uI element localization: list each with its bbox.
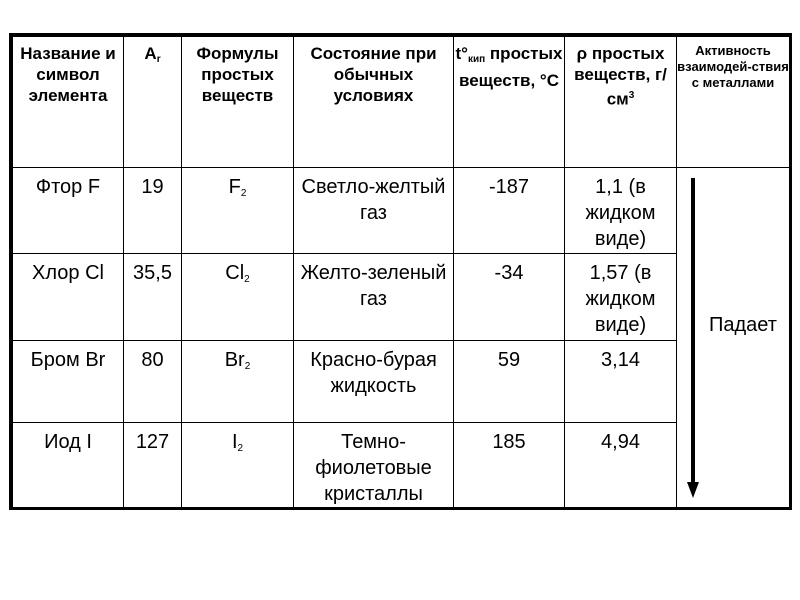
cell-state: Темно-фиолетовые кристаллы <box>294 423 454 508</box>
arrow-shaft <box>691 178 695 484</box>
header-state: Состояние при обычных условиях <box>294 37 454 168</box>
cell-ar: 19 <box>124 168 182 254</box>
cell-formula: $F_2$ <box>182 168 294 254</box>
header-name: Название и символ элемента <box>13 37 124 168</box>
cell-name: Фтор F <box>13 168 124 254</box>
cell-boiling-point: -34 <box>454 254 565 341</box>
cell-density: 1,1 (в жидком виде) <box>565 168 677 254</box>
cell-activity <box>677 168 790 508</box>
cell-state: Красно-бурая жидкость <box>294 341 454 423</box>
cell-formula: $Br_2$ <box>182 341 294 423</box>
cell-boiling-point: -187 <box>454 168 565 254</box>
properties-table <box>12 36 790 508</box>
cell-formula: $Cl_2$ <box>182 254 294 341</box>
cell-state: Желто-зеленый газ <box>294 254 454 341</box>
header-activity: Активность взаимодей-ствия с металлами <box>677 37 790 168</box>
arrow-head <box>687 482 699 498</box>
header-formulas: Формулы простых веществ <box>182 37 294 168</box>
cell-density: 4,94 <box>565 423 677 508</box>
cell-ar: 80 <box>124 341 182 423</box>
header-density: ρ простых веществ, $г/см^3$ <box>565 37 677 168</box>
cell-name: Хлор Cl <box>13 254 124 341</box>
halogens-table <box>9 33 792 510</box>
table-row <box>13 168 790 254</box>
cell-formula: $I_2$ <box>182 423 294 508</box>
cell-density: 3,14 <box>565 341 677 423</box>
cell-ar: 35,5 <box>124 254 182 341</box>
cell-boiling-point: 185 <box>454 423 565 508</box>
header-ar: $A_r$ <box>124 37 182 168</box>
header-row <box>13 37 790 168</box>
cell-name: Бром Br <box>13 341 124 423</box>
table-row <box>13 341 790 423</box>
table-row <box>13 254 790 341</box>
arrow-down-icon <box>687 178 699 500</box>
cell-density: 1,57 (в жидком виде) <box>565 254 677 341</box>
header-boiling-point: $t^\circ_{кип}$ простых веществ, °С <box>454 37 565 168</box>
table-row <box>13 423 790 508</box>
cell-ar: 127 <box>124 423 182 508</box>
activity-trend-label: Падает <box>709 314 777 336</box>
cell-state: Светло-желтый газ <box>294 168 454 254</box>
cell-name: Иод I <box>13 423 124 508</box>
cell-boiling-point: 59 <box>454 341 565 423</box>
